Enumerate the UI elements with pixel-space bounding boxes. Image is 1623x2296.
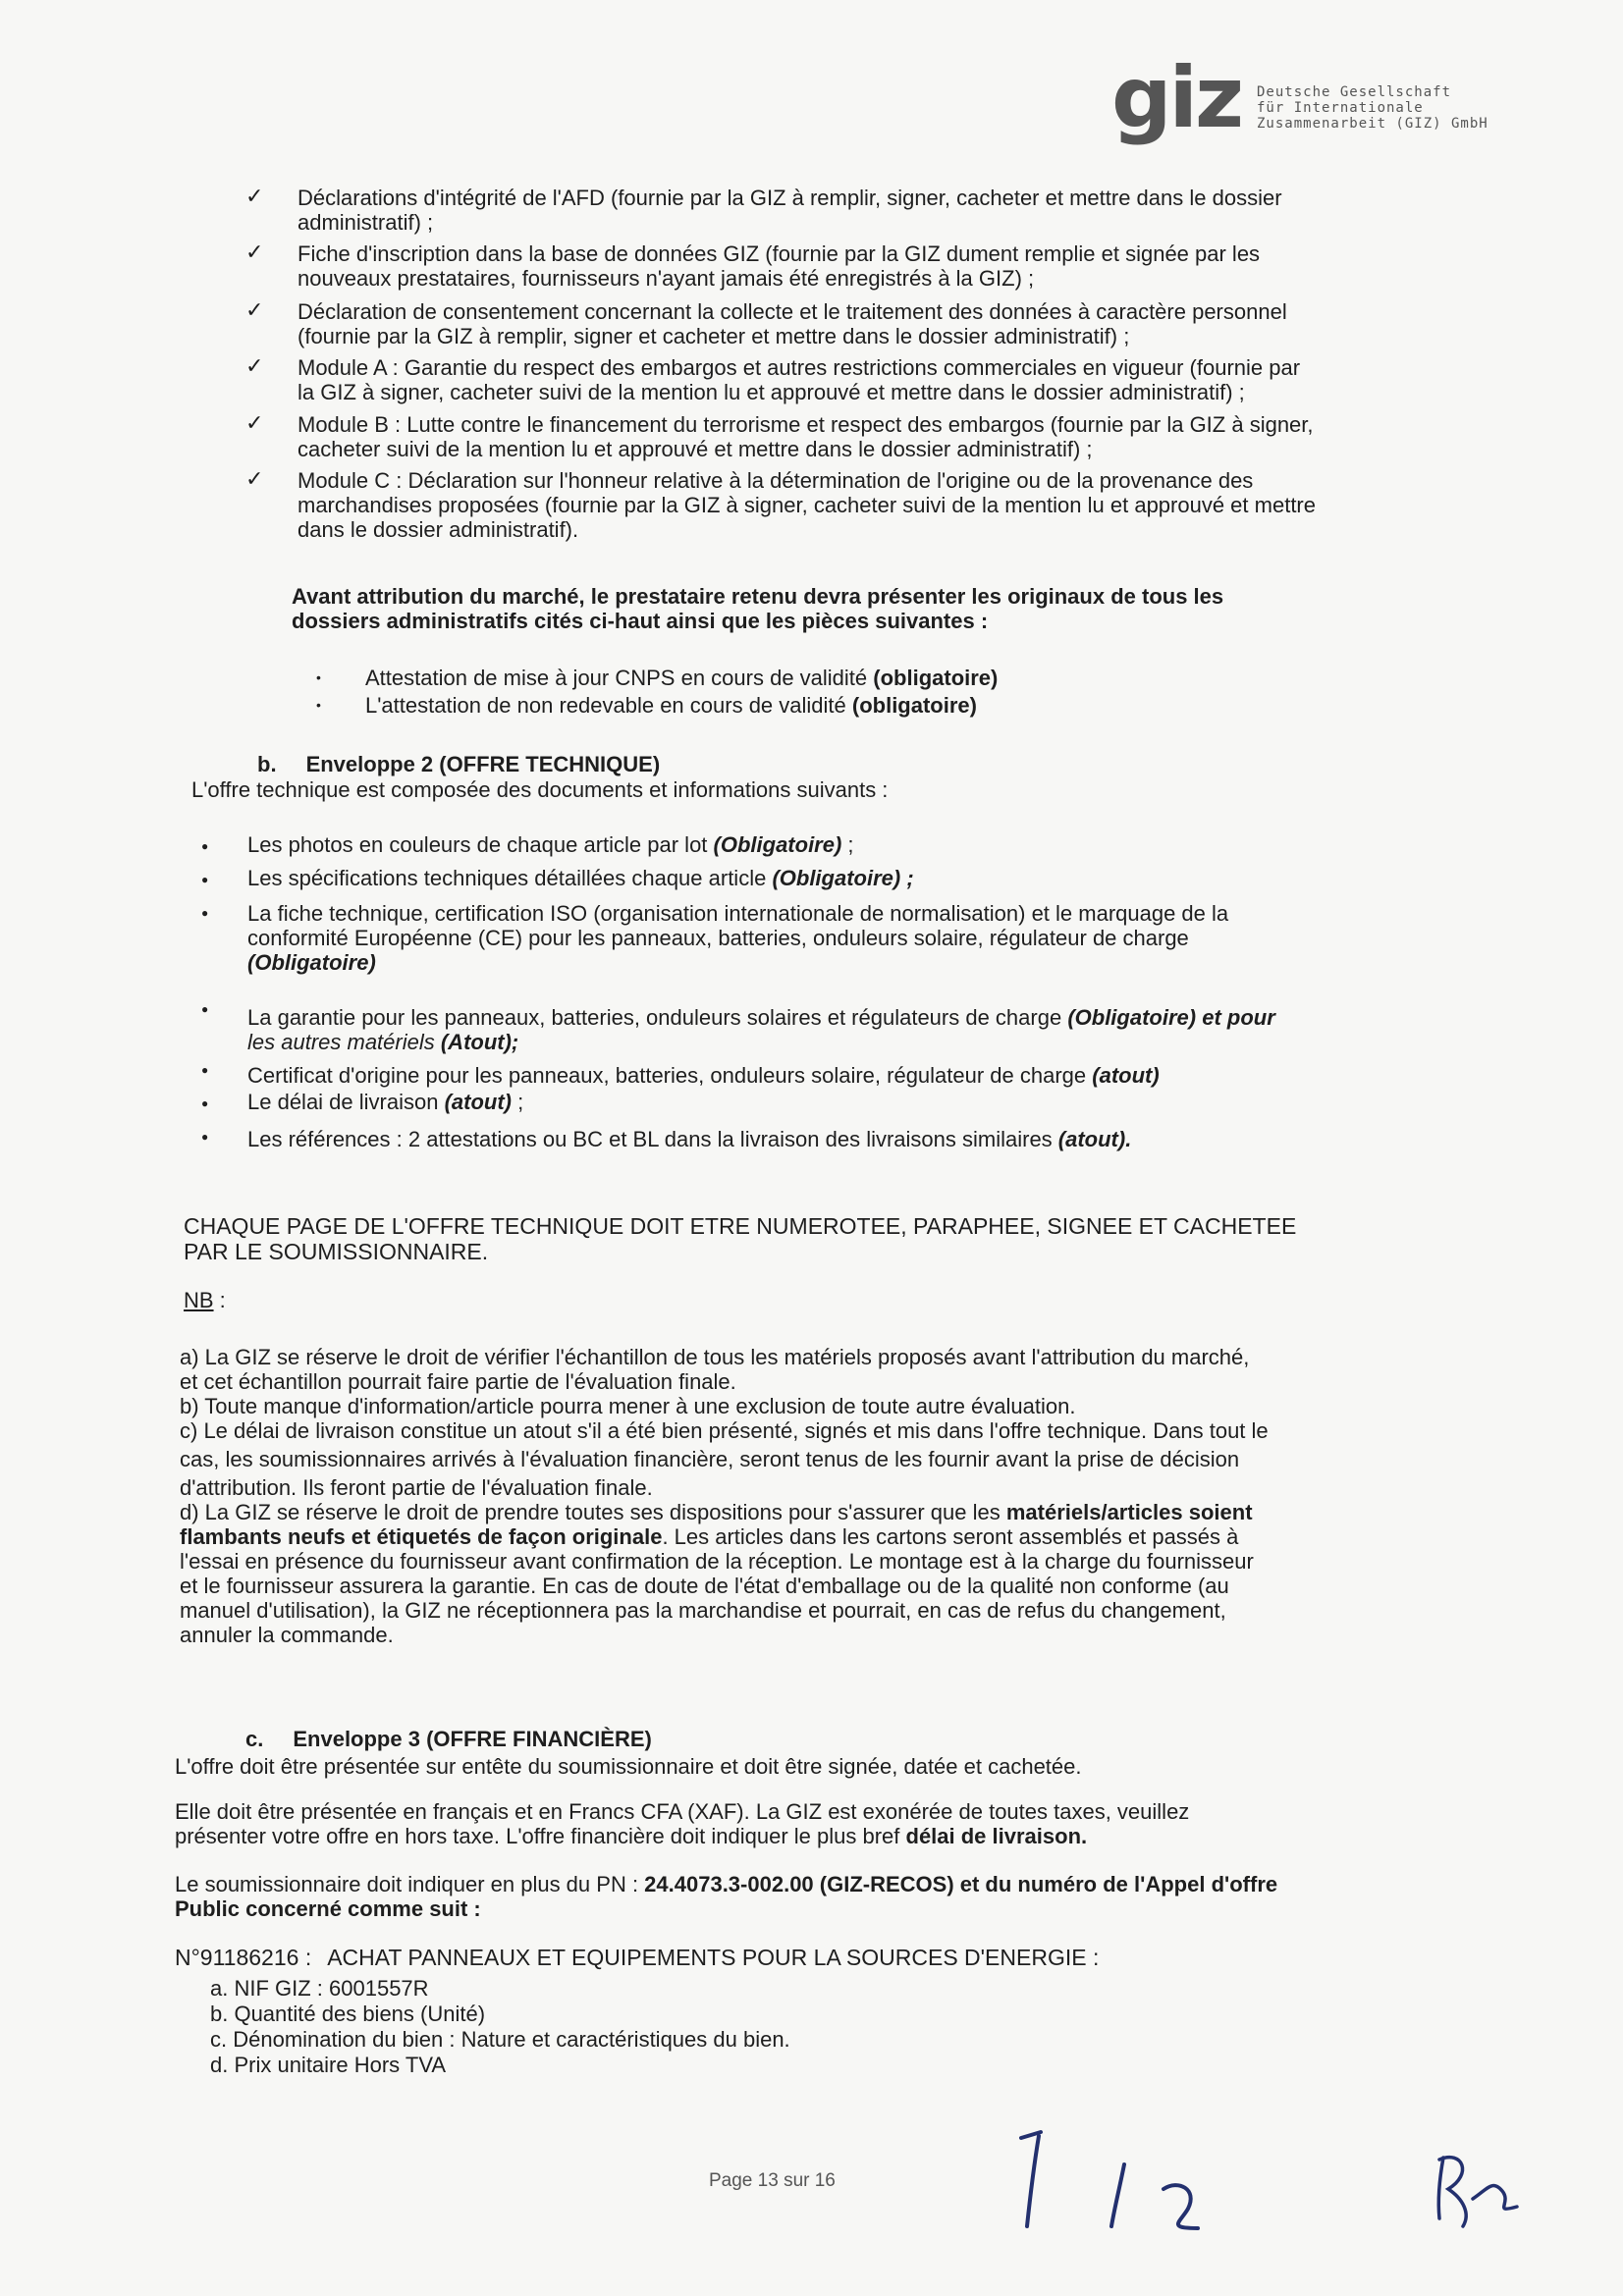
bullet-icon: •	[316, 697, 321, 713]
bullet-icon: ●	[201, 906, 209, 920]
bullet-icon: ●	[201, 1130, 209, 1144]
page-number: Page 13 sur 16	[709, 2170, 836, 2191]
list-item: d. Prix unitaire Hors TVA	[210, 2053, 447, 2077]
list-item: L'attestation de non redevable en cours de validité (obligatoire)	[365, 693, 977, 718]
checklist-item: Déclarations d'intégrité de l'AFD (fournie par la GIZ à remplir, signer, cacheter et mettre dans le dossier administratif) ;	[298, 186, 1282, 235]
check-icon: ✓	[245, 466, 264, 491]
list-item: Les spécifications techniques détaillées chaque article (Obligatoire) ;	[247, 866, 914, 890]
bullet-icon: ●	[201, 1096, 209, 1110]
envelope-2-heading: b. Enveloppe 2 (OFFRE TECHNIQUE)	[257, 752, 661, 776]
list-item: Certificat d'origine pour les panneaux, batteries, onduleurs solaire, régulateur de charge (atout)	[247, 1063, 1160, 1088]
bullet-icon: ●	[201, 873, 209, 886]
envelope-3-p1: L'offre doit être présentée sur entête du soumissionnaire et doit être signée, datée et cachetée.	[175, 1754, 1082, 1779]
tender-items-list	[210, 1976, 790, 2078]
checklist-item: Module C : Déclaration sur l'honneur relative à la détermination de l'origine ou de la provenance des marchandises proposées (fournie par la GIZ à signer, cacheter suivi de la mention lu et approuvé et mettre dans le dossier administratif).	[298, 468, 1316, 542]
bullet-icon: ●	[201, 1002, 209, 1016]
list-item: La fiche technique, certification ISO (organisation internationale de normalisation) et le marquage de la conformité Européenne (CE) pour les panneaux, batteries, onduleurs solaire, régulateur de charge (Obligatoire)	[247, 901, 1229, 975]
giz-logo-mark: giz	[1111, 49, 1242, 147]
envelope-3-heading: c. Enveloppe 3 (OFFRE FINANCIÈRE)	[245, 1727, 652, 1751]
list-item: b. Quantité des biens (Unité)	[210, 2002, 486, 2026]
checklist-item: Module B : Lutte contre le financement du terrorisme et respect des embargos (fournie par la GIZ à signer, cacheter suivi de la mention lu et approuvé et mettre dans le dossier administratif) ;	[298, 412, 1314, 461]
list-item: Les références : 2 attestations ou BC et BL dans la livraison des livraisons similaires (atout).	[247, 1127, 1132, 1151]
bullet-icon: •	[316, 669, 321, 685]
check-icon: ✓	[245, 184, 264, 208]
avant-attribution-notice: Avant attribution du marché, le prestataire retenu devra présenter les originaux de tous les dossiers administratifs cités ci-haut ainsi que les pièces suivantes :	[292, 584, 1224, 633]
envelope-2-intro: L'offre technique est composée des documents et informations suivants :	[191, 777, 889, 802]
checklist-item: Module A : Garantie du respect des embargos et autres restrictions commerciales en vigueur (fournie par la GIZ à signer, cacheter suivi de la mention lu et approuvé et mettre dans le dossier administratif) ;	[298, 355, 1301, 404]
list-item: Le délai de livraison (atout) ;	[247, 1090, 524, 1114]
check-icon: ✓	[245, 410, 264, 435]
nb-label: NB :	[184, 1288, 226, 1312]
checklist-item: Fiche d'inscription dans la base de données GIZ (fournie par la GIZ dument remplie et signée par les nouveaux prestataires, fournisseurs n'ayant jamais été enregistrés à la GIZ) ;	[298, 241, 1261, 291]
checklist-item: Déclaration de consentement concernant la collecte et le traitement des données à caractère personnel (fournie par la GIZ à remplir, signer et cacheter et mettre dans le dossier administratif) ;	[298, 299, 1287, 348]
list-item: a. NIF GIZ : 6001557R	[210, 1976, 429, 2001]
tender-reference-heading: N°91186216 : ACHAT PANNEAUX ET EQUIPEMENTS POUR LA SOURCES D'ENERGIE :	[175, 1945, 1100, 1970]
list-item: Attestation de mise à jour CNPS en cours de validité (obligatoire)	[365, 666, 999, 690]
technical-offer-page-requirement: CHAQUE PAGE DE L'OFFRE TECHNIQUE DOIT ETRE NUMEROTEE, PARAPHEE, SIGNEE ET CACHETEE PAR LE SOUMISSIONNAIRE.	[184, 1213, 1297, 1264]
list-item: Les photos en couleurs de chaque article par lot (Obligatoire) ;	[247, 832, 854, 857]
bullet-icon: ●	[201, 839, 209, 853]
check-icon: ✓	[245, 353, 264, 378]
envelope-3-p2: Elle doit être présentée en français et en Francs CFA (XAF). La GIZ est exonérée de toutes taxes, veuillez présenter votre offre en hors taxe. L'offre financière doit indiquer le plus bref délai de livraison.	[175, 1799, 1190, 1848]
check-icon: ✓	[245, 297, 264, 322]
giz-logo-org-name: Deutsche Gesellschaft für Internationale Zusammenarbeit (GIZ) GmbH	[1257, 84, 1488, 132]
bullet-icon: ●	[201, 1063, 209, 1077]
envelope-3-p3: Le soumissionnaire doit indiquer en plus du PN : 24.4073.3-002.00 (GIZ-RECOS) et du numéro de l'Appel d'offre Public concerné comme suit :	[175, 1872, 1278, 1921]
list-item: La garantie pour les panneaux, batteries, onduleurs solaires et régulateurs de charge (Obligatoire) et pour les autres matériels (Atout);	[247, 1005, 1275, 1054]
list-item: c. Dénomination du bien : Nature et caractéristiques du bien.	[210, 2027, 790, 2052]
check-icon: ✓	[245, 240, 264, 264]
handwritten-initials	[1001, 2120, 1551, 2248]
nb-paragraphs: a) La GIZ se réserve le droit de vérifier l'échantillon de tous les matériels proposés avant l'attribution du marché, et cet échantillon pourrait faire partie de l'évaluation finale. b) Toute manque d'information/article pourra mener à une exclusion de toute autre évaluation. c) Le délai de livraison constitue un atout s'il a été bien présenté, signés et mis dans l'offre technique. Dans tout le cas, les soumissionnaires arrivés à l'évaluation financière, seront tenus de les fournir avant la prise de décision d'attribution. Ils feront partie de l'évaluation finale. d) La GIZ se réserve le droit de prendre toutes ses dispositions pour s'assurer que les matériels/articles soient flambants neufs et étiquetés de façon originale. Les articles dans les cartons seront assemblés et passés à l'essai en présence du fournisseur avant confirmation de la réception. Le montage est à la charge du fournisseur et le fournisseur assurera la garantie. En cas de doute de l'état d'emballage ou de la qualité non conforme (au manuel d'utilisation), la GIZ ne réceptionnera pas la marchandise et pourrait, en cas de refus du changement, annuler la commande.	[180, 1345, 1269, 1647]
